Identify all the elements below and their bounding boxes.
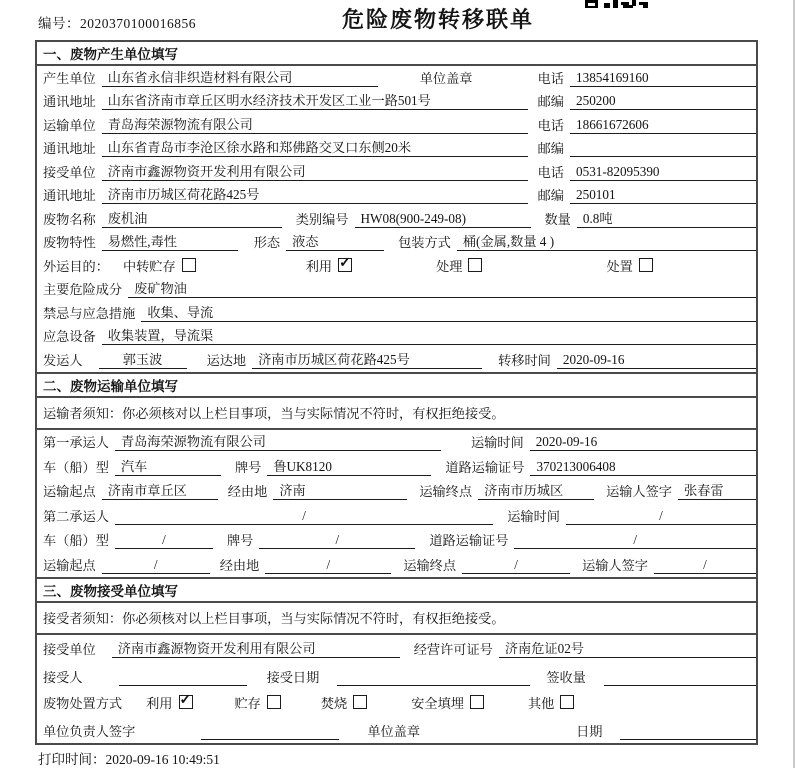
plate1-value: 鲁UK8120 <box>267 456 431 476</box>
accept-date-label: 接受日期 <box>266 669 320 685</box>
transporter-zip-label: 邮编 <box>537 141 564 156</box>
row-waste-name <box>37 207 756 231</box>
accept-date-value <box>337 685 530 686</box>
waste-character-label: 废物特性 <box>43 235 96 250</box>
transporter-address-value: 山东省青岛市李沧区徐水路和郑佛路交叉口东侧20米 <box>102 137 528 157</box>
origin2-value: / <box>102 557 210 574</box>
waste-form-value: 液态 <box>286 231 384 251</box>
dispatcher-label: 发运人 <box>43 352 83 368</box>
end2-label: 运输终点 <box>403 557 457 573</box>
transporter-label: 运输单位 <box>43 117 96 133</box>
disposal-option-utilize-label: 利用 <box>146 695 173 711</box>
checkbox-checked-icon <box>338 258 352 272</box>
plate2-label: 牌号 <box>226 533 254 548</box>
waste-character-value: 易燃性,毒性 <box>102 231 238 251</box>
road-permit1-value: 370213006408 <box>530 459 756 476</box>
disposal-option-store <box>235 693 281 712</box>
road-permit2-label: 道路运输证号 <box>429 533 509 548</box>
receiver-zip-value: 250101 <box>570 187 756 204</box>
print-time-value: 2020-09-16 10:49:51 <box>105 752 220 767</box>
origin2-label: 运输起点 <box>43 557 96 573</box>
waste-category-value: HW08(900-249-08) <box>355 211 531 228</box>
transporter-value: 青岛海荣源物流有限公司 <box>102 114 528 134</box>
receiver-notice: 接受者须知：你必须核对以上栏目事项，当与实际情况不符时，有权拒绝接受。 <box>37 603 756 635</box>
producer-address-value: 山东省济南市章丘区明水经济技术开发区工业一路501号 <box>102 90 528 110</box>
section1-header: 一、废物产生单位填写 <box>37 42 756 66</box>
hazard-label: 主要危险成分 <box>43 282 123 297</box>
destination-label: 运达地 <box>206 352 247 368</box>
disposal-option-incinerate <box>321 693 367 712</box>
sign1-label: 运输人签字 <box>606 484 672 499</box>
row-transporter-address <box>37 137 756 161</box>
vehicle2-label: 车（船）型 <box>43 533 109 548</box>
end1-value: 济南市历城区 <box>478 480 594 500</box>
chief-signature-value <box>201 739 339 740</box>
row-producer <box>37 66 756 90</box>
sign1-value: 张春雷 <box>678 480 756 500</box>
chief-signature-label: 单位负责人签字 <box>43 723 136 739</box>
row-vehicle1 <box>37 454 756 479</box>
checkbox-unchecked-icon <box>267 695 281 709</box>
vehicle2-value: / <box>115 532 213 549</box>
section2-header: 二、废物运输单位填写 <box>37 374 756 398</box>
waste-category-label: 类别编号 <box>295 211 349 227</box>
section-producer <box>37 42 756 372</box>
purpose-option-transit-storage-label: 中转贮存 <box>122 258 176 274</box>
sign2-value: / <box>654 557 756 574</box>
section-transport <box>37 372 756 577</box>
purpose-label: 外运目的： <box>43 258 109 274</box>
carrier1-time-label: 运输时间 <box>470 435 524 450</box>
transfer-time-label: 转移时间 <box>498 352 551 368</box>
producer-phone-label: 电话 <box>537 70 564 86</box>
acceptor-value <box>119 685 247 686</box>
date-label: 日期 <box>576 723 603 739</box>
row-receive-unit <box>37 635 756 661</box>
print-time-label: 打印时间： <box>38 752 106 767</box>
row-disposal <box>37 689 756 715</box>
checkbox-unchecked-icon <box>182 258 196 272</box>
receiver-address-value: 济南市历城区荷花路425号 <box>102 184 528 204</box>
row-receiver <box>37 160 756 184</box>
transporter-zip-value <box>570 156 756 157</box>
plate1-label: 牌号 <box>234 459 262 475</box>
page-edge-line <box>793 0 795 768</box>
waste-qty-label: 数量 <box>544 211 571 227</box>
waste-form-label: 形态 <box>253 235 281 250</box>
row-dispatch <box>37 348 756 372</box>
carrier1-time-value: 2020-09-16 <box>530 434 756 451</box>
section3-header: 三、废物接受单位填写 <box>37 579 756 603</box>
purpose-option-utilize <box>306 256 352 275</box>
license-label: 经营许可证号 <box>413 641 493 657</box>
row-hazard <box>37 278 756 302</box>
print-time <box>38 748 220 768</box>
transporter-address-label: 通讯地址 <box>43 141 96 156</box>
row-carrier1 <box>37 430 756 455</box>
waste-name-label: 废物名称 <box>43 211 96 227</box>
doc-number-value: 2020370100016856 <box>80 16 196 31</box>
license-value: 济南危证02号 <box>499 638 756 658</box>
receiver-value: 济南市鑫源物资开发利用有限公司 <box>102 161 528 181</box>
via2-value: / <box>265 557 391 574</box>
date-value <box>620 739 756 740</box>
producer-stamp-label: 单位盖章 <box>419 70 473 86</box>
row-route1 <box>37 479 756 504</box>
stamp-label: 单位盖章 <box>367 723 421 739</box>
row-waste-character <box>37 231 756 255</box>
disposal-option-landfill-label: 安全填埋 <box>411 695 464 711</box>
carrier2-value: / <box>115 508 493 525</box>
row-equipment <box>37 325 756 349</box>
purpose-option-treat <box>436 256 482 275</box>
purpose-option-treat-label: 处理 <box>436 258 463 274</box>
taboo-value: 收集、导流 <box>141 302 756 322</box>
sign2-label: 运输人签字 <box>582 557 648 573</box>
row-carrier2 <box>37 503 756 528</box>
end1-label: 运输终点 <box>419 484 473 499</box>
receipt-qty-value <box>604 685 756 686</box>
disposal-option-other-label: 其他 <box>528 695 555 711</box>
receiver-address-label: 通讯地址 <box>43 188 96 203</box>
row-producer-address <box>37 90 756 114</box>
packing-label: 包装方式 <box>398 235 451 250</box>
carrier1-value: 青岛海荣源物流有限公司 <box>115 431 441 451</box>
producer-zip-label: 邮编 <box>537 94 564 109</box>
vehicle1-label: 车（船）型 <box>43 459 109 475</box>
form-table <box>35 40 758 745</box>
producer-zip-value: 250200 <box>570 93 756 110</box>
carrier2-label: 第二承运人 <box>43 508 109 524</box>
producer-value: 山东省永信非织造材料有限公司 <box>102 67 378 87</box>
doc-number-label: 编号： <box>38 16 80 31</box>
origin1-value: 济南市章丘区 <box>102 480 218 500</box>
disposal-option-landfill <box>411 693 484 712</box>
via1-value: 济南 <box>273 480 407 500</box>
producer-phone-value: 13854169160 <box>570 70 756 87</box>
checkbox-unchecked-icon <box>560 695 574 709</box>
transporter-phone-label: 电话 <box>537 117 564 133</box>
via1-label: 经由地 <box>227 484 268 499</box>
carrier2-time-label: 运输时间 <box>507 508 560 524</box>
vehicle1-value: 汽车 <box>115 456 221 476</box>
receive-unit-label: 接受单位 <box>43 641 96 657</box>
producer-address-label: 通讯地址 <box>43 94 96 109</box>
purpose-option-utilize-label: 利用 <box>305 258 333 274</box>
packing-value: 桶(金属,数量 4 ) <box>457 231 756 251</box>
row-receiver-address <box>37 184 756 208</box>
row-taboo <box>37 301 756 325</box>
plate2-value: / <box>259 532 415 549</box>
row-purpose <box>37 254 756 278</box>
checkbox-checked-icon <box>179 695 193 709</box>
receipt-qty-label: 签收量 <box>546 669 586 685</box>
disposal-option-incinerate-label: 焚烧 <box>320 695 348 711</box>
checkbox-unchecked-icon <box>468 258 482 272</box>
row-transporter <box>37 113 756 137</box>
road-permit1-label: 道路运输证号 <box>445 459 525 475</box>
waste-qty-value: 0.8吨 <box>577 208 756 228</box>
checkbox-unchecked-icon <box>470 695 484 709</box>
qr-code-fragment-icon <box>585 0 651 9</box>
carrier2-time-value: / <box>566 508 756 525</box>
section-receiver <box>37 577 756 743</box>
checkbox-unchecked-icon <box>639 258 653 272</box>
end2-value: / <box>462 557 570 574</box>
receive-unit-value: 济南市鑫源物资开发利用有限公司 <box>112 638 400 658</box>
page-title: 危险废物转移联单 <box>341 7 534 32</box>
purpose-option-dispose <box>606 256 652 275</box>
receiver-phone-value: 0531-82095390 <box>570 164 756 181</box>
receiver-label: 接受单位 <box>43 164 96 180</box>
disposal-option-store-label: 贮存 <box>234 695 261 711</box>
receiver-phone-label: 电话 <box>537 164 564 180</box>
via2-label: 经由地 <box>219 557 260 573</box>
disposal-label: 废物处置方式 <box>43 695 123 711</box>
purpose-option-transit-storage <box>123 256 196 275</box>
equipment-label: 应急设备 <box>43 329 96 344</box>
destination-value: 济南市历城区荷花路425号 <box>252 349 482 369</box>
equipment-value: 收集装置，导流渠 <box>102 325 756 345</box>
transfer-time-value: 2020-09-16 <box>557 352 756 369</box>
row-route2 <box>37 552 756 577</box>
carrier1-label: 第一承运人 <box>43 435 109 450</box>
taboo-label: 禁忌与应急措施 <box>43 305 136 321</box>
row-acceptor <box>37 661 756 689</box>
disposal-option-utilize <box>146 693 192 712</box>
row-vehicle2 <box>37 528 756 553</box>
transporter-phone-value: 18661672606 <box>570 117 756 134</box>
origin1-label: 运输起点 <box>43 484 96 499</box>
transporter-notice: 运输者须知：你必须核对以上栏目事项，当与实际情况不符时，有权拒绝接受。 <box>37 398 756 430</box>
hazard-value: 废矿物油 <box>128 278 756 298</box>
receiver-zip-label: 邮编 <box>537 188 564 203</box>
checkbox-unchecked-icon <box>353 695 367 709</box>
road-permit2-value: / <box>514 532 756 549</box>
row-signature <box>37 715 756 743</box>
dispatcher-value: 郭玉波 <box>99 349 187 369</box>
disposal-option-other <box>528 693 574 712</box>
acceptor-label: 接受人 <box>43 669 83 685</box>
waste-name-value: 废机油 <box>102 208 282 228</box>
purpose-option-dispose-label: 处置 <box>606 258 633 274</box>
producer-label: 产生单位 <box>43 70 96 86</box>
